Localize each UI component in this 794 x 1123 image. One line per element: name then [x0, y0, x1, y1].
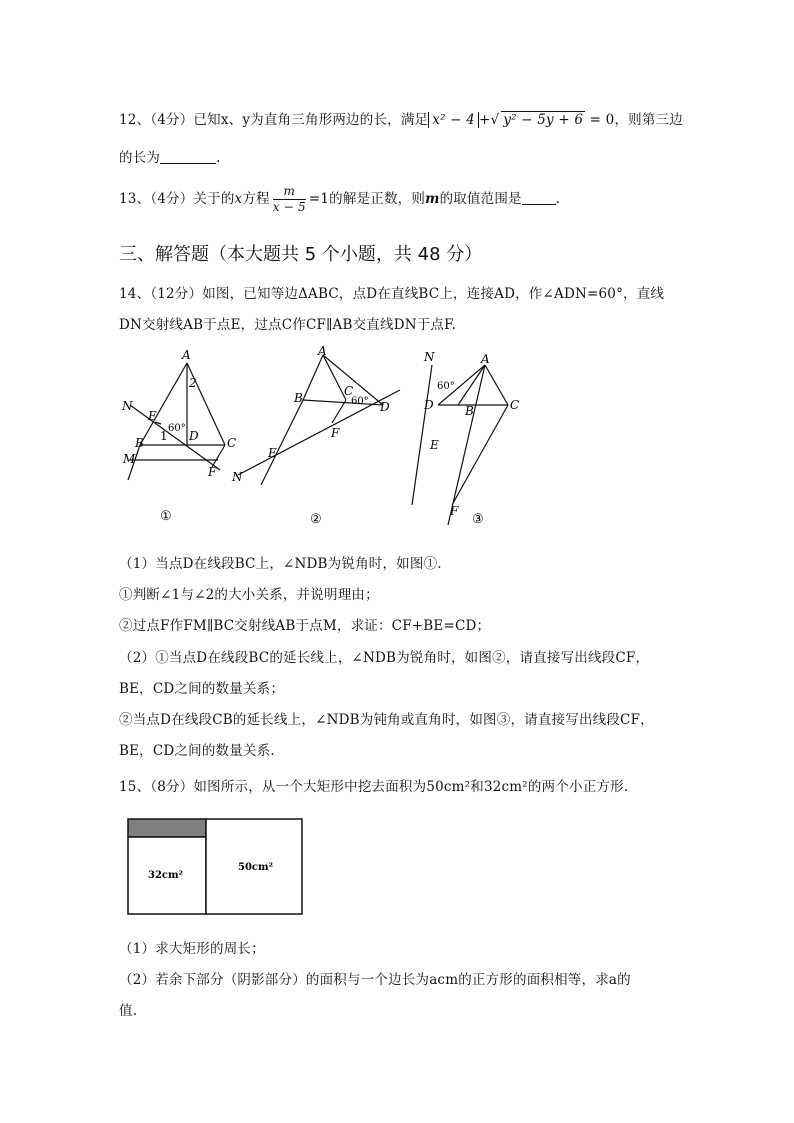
fig1-label-d: D	[189, 429, 199, 443]
q12-line1	[119, 108, 683, 128]
fig1-label-e: E	[148, 409, 157, 423]
q12-line2-text: 的长为	[119, 150, 161, 166]
fig1-label-angle: 60°	[168, 423, 186, 434]
q12-sqrt-expression: y² − 5y + 6	[503, 112, 584, 128]
fig1-caption: ①	[160, 509, 172, 524]
fig1-label-2: 2	[189, 376, 197, 390]
q14-part2-1a: （2）①当点D在线段BC的延长线上，∠NDB为锐角时，如图②，请直接写出线段CF，	[119, 650, 650, 666]
q12-line2	[119, 146, 221, 166]
q14-part2-1b: BE，CD之间的数量关系；	[119, 681, 285, 697]
fig3-label-d: D	[424, 398, 434, 412]
fig3-label-e: E	[430, 438, 439, 452]
q15-part1: （1）求大矩形的周长；	[119, 941, 265, 957]
fig1-label-f: F	[208, 465, 217, 479]
fig1-label-c: C	[227, 436, 237, 450]
q13-denominator: x − 5	[272, 200, 306, 214]
q14-part1: （1）当点D在线段BC上，∠NDB为锐角时，如图①.	[119, 556, 442, 572]
fig2-side-ac	[323, 355, 346, 400]
q15-line: 15、（8分）如图所示，从一个大矩形中挖去面积为50cm²和32cm²的两个小正方形.	[119, 779, 629, 795]
fig3-label-c: C	[510, 398, 520, 412]
q13-after: =1的解是正数，则	[308, 191, 426, 207]
fig1-label-1: 1	[160, 429, 168, 443]
fig2-label-angle: 60°	[351, 396, 369, 407]
sqrt-icon: √	[490, 112, 500, 128]
q13-fraction	[273, 184, 306, 215]
fig1-label-m: M	[123, 452, 136, 466]
q14-part2-2b: BE，CD之间的数量关系.	[119, 743, 275, 759]
q14-part1-1: ①判断∠1与∠2的大小关系，并说明理由；	[119, 587, 379, 603]
q13-numerator: m	[273, 184, 306, 200]
q15-part2-end: 值.	[119, 1003, 138, 1019]
fig2-label-d: D	[380, 400, 390, 414]
fig1-segment-cf	[212, 445, 225, 467]
q13-mid: 方程	[242, 191, 270, 207]
fig3-caption: ③	[472, 512, 484, 527]
q12-abs-expression: x² − 4	[428, 112, 479, 128]
q12-equals: = 0	[589, 112, 615, 128]
section-title: 三、解答题（本大题共 5 个小题，共 48 分）	[119, 244, 483, 265]
fig3-label-angle: 60°	[437, 381, 455, 392]
fig3-label-n: N	[424, 350, 435, 364]
fig3-label-b: B	[465, 404, 474, 418]
fig3-side-ac	[485, 365, 508, 405]
q13-line	[119, 184, 560, 215]
fig3-label-f: F	[450, 504, 459, 518]
rectangle-figure	[126, 817, 306, 917]
answer-blank	[160, 150, 216, 164]
shaded-region	[128, 819, 206, 837]
fig3-segment-cf	[452, 405, 508, 505]
fig2-label-n: N	[232, 470, 243, 484]
q14-part1-2: ②过点F作FM∥BC交射线AB于点M，求证：CF+BE=CD；	[119, 618, 491, 634]
fig2-label-a: A	[318, 345, 327, 358]
q13-end: 的取值范围是	[439, 191, 522, 207]
fig3-line-dn	[412, 365, 432, 505]
fig1-label-n: N	[122, 399, 133, 413]
fig2-label-b: B	[294, 391, 303, 405]
fig1-label-a: A	[182, 348, 191, 362]
fig2-line-dn	[238, 390, 400, 475]
q14-part2-2a: ②当点D在线段CB的延长线上，∠NDB为钝角或直角时，如图③，请直接写出线段CF，	[119, 712, 654, 728]
q12-suffix: ，则第三边	[614, 112, 683, 128]
fig2-label-e: E	[268, 446, 277, 460]
answer-blank	[522, 191, 556, 205]
fig1-label-b: B	[135, 436, 144, 450]
small-square-label: 32cm²	[148, 870, 183, 881]
figure-3	[410, 345, 530, 530]
fig2-caption: ②	[310, 512, 322, 527]
fig3-label-a: A	[481, 352, 490, 366]
fig2-side-ab	[303, 355, 323, 400]
q13-prefix: 13、（4分）关于的	[119, 191, 235, 207]
fig2-label-f: F	[331, 426, 340, 440]
q13-var-m: m	[425, 191, 440, 207]
q12-prefix: 12、（4分）已知x、y为直角三角形两边的长，满足	[119, 112, 429, 128]
large-square-label: 50cm²	[238, 862, 273, 873]
q15-part2: （2）若余下部分（阴影部分）的面积与一个边长为acm的正方形的面积相等，求a的	[119, 972, 631, 988]
q12-plus: +	[478, 112, 491, 128]
fig2-ray-ab	[261, 400, 303, 485]
q12-period: .	[216, 150, 221, 166]
q14-line1: 14、（12分）如图，已知等边ΔABC，点D在直线BC上，连接AD，作∠ADN=60°，直线	[119, 286, 665, 302]
figure-2	[228, 345, 413, 530]
q13-period: .	[555, 191, 561, 207]
q13-var-x: x	[234, 191, 243, 207]
q14-line2: DN交射线AB于点E，过点C作CF∥AB交直线DN于点F.	[119, 317, 457, 333]
fig2-label-c: C	[344, 384, 354, 398]
